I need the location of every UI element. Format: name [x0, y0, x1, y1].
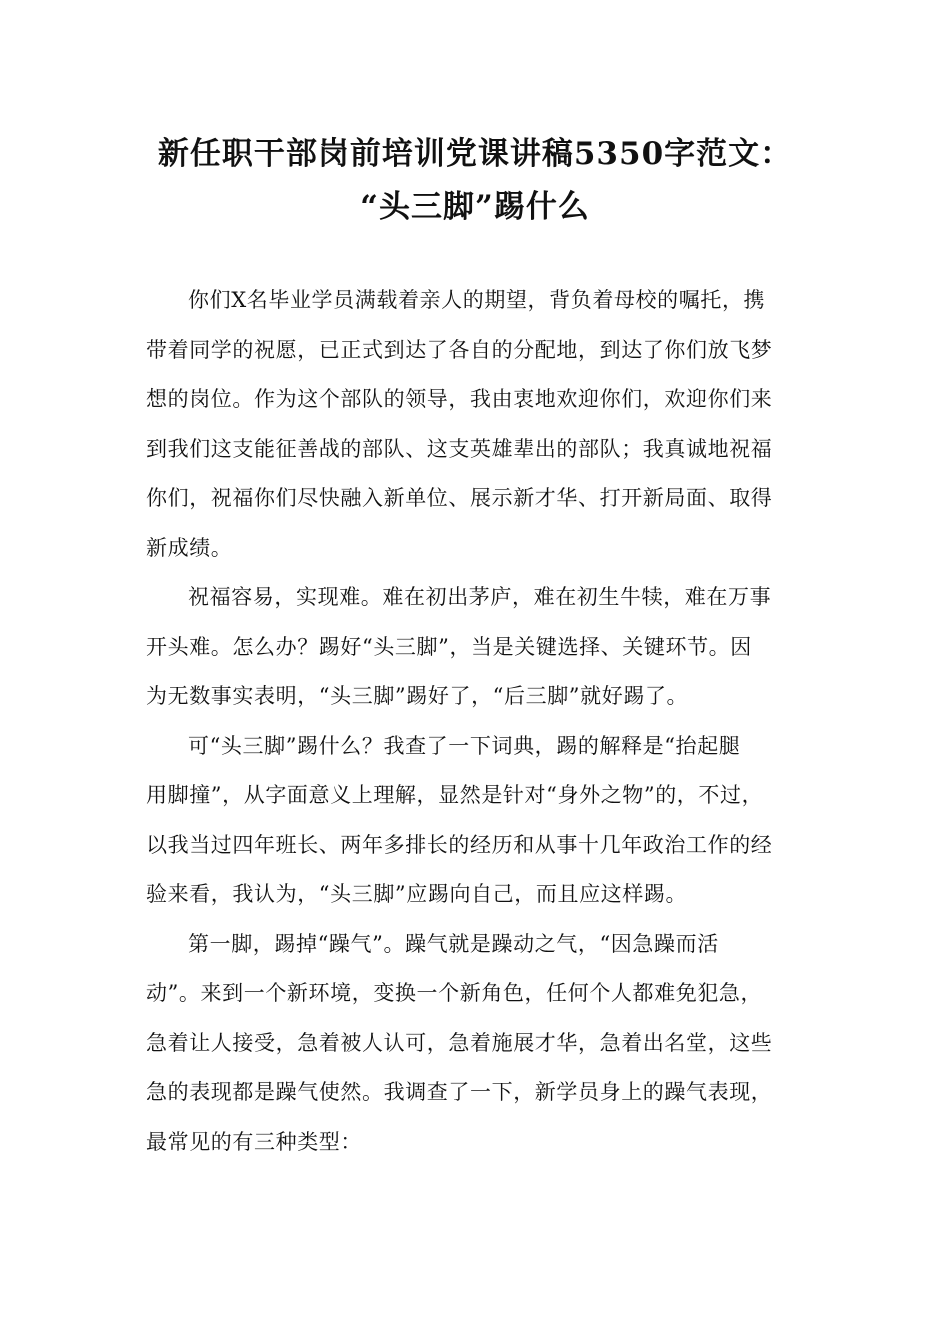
text-line: 动”。来到一个新环境，变换一个新角色，任何个人都难免犯急，	[146, 981, 763, 1005]
text-line: 以我当过四年班长、两年多排长的经历和从事十几年政治工作的经	[146, 832, 773, 857]
text-line: 带着同学的祝愿，已正式到达了各自的分配地，到达了你们放飞梦	[146, 337, 773, 362]
text-line: 可“头三脚”踢什么？我查了一下词典，踢的解释是“抬起腿	[188, 733, 741, 758]
text-line: 祝福容易，实现难。难在初出茅庐，难在初生牛犊，难在万事	[188, 585, 772, 609]
document-body	[146, 276, 806, 1167]
text-line: 急着让人接受，急着被人认可，急着施展才华，急着出名堂，这些	[146, 1030, 773, 1055]
text-line: 为无数事实表明，“头三脚”踢好了，“后三脚”就好踢了。	[146, 684, 689, 708]
text-line: 第一脚，踢掉“躁气”。躁气就是躁动之气，“因急躁而活	[188, 931, 719, 956]
text-line: 最常见的有三种类型：	[146, 1129, 362, 1154]
document-title	[120, 128, 830, 234]
title-line: “头三脚”踢什么	[360, 189, 590, 225]
text-line: 你们X名毕业学员满载着亲人的期望，背负着母校的嘱托，携	[188, 288, 766, 312]
text-line: 新成绩。	[146, 535, 233, 560]
text-line: 验来看，我认为，“头三脚”应踢向自己，而且应这样踢。	[146, 882, 688, 906]
paragraph-4	[146, 920, 806, 1168]
text-line: 你们，祝福你们尽快融入新单位、展示新才华、打开新局面、取得	[146, 486, 773, 510]
text-line: 想的岗位。作为这个部队的领导，我由衷地欢迎你们，欢迎你们来	[146, 387, 773, 411]
text-line: 用脚撞”，从字面意义上理解，显然是针对“身外之物”的，不过，	[146, 783, 764, 807]
paragraph-1	[146, 276, 806, 573]
text-line: 到我们这支能征善战的部队、这支英雄辈出的部队；我真诚地祝福	[146, 436, 773, 461]
text-line: 开头难。怎么办？踢好“头三脚”，当是关键选择、关键环节。因	[146, 634, 752, 659]
text-line: 急的表现都是躁气使然。我调查了一下，新学员身上的躁气表现，	[146, 1080, 773, 1104]
paragraph-3	[146, 722, 806, 920]
title-line: 新任职干部岗前培训党课讲稿5350字范文：	[157, 136, 793, 172]
paragraph-2	[146, 573, 806, 722]
